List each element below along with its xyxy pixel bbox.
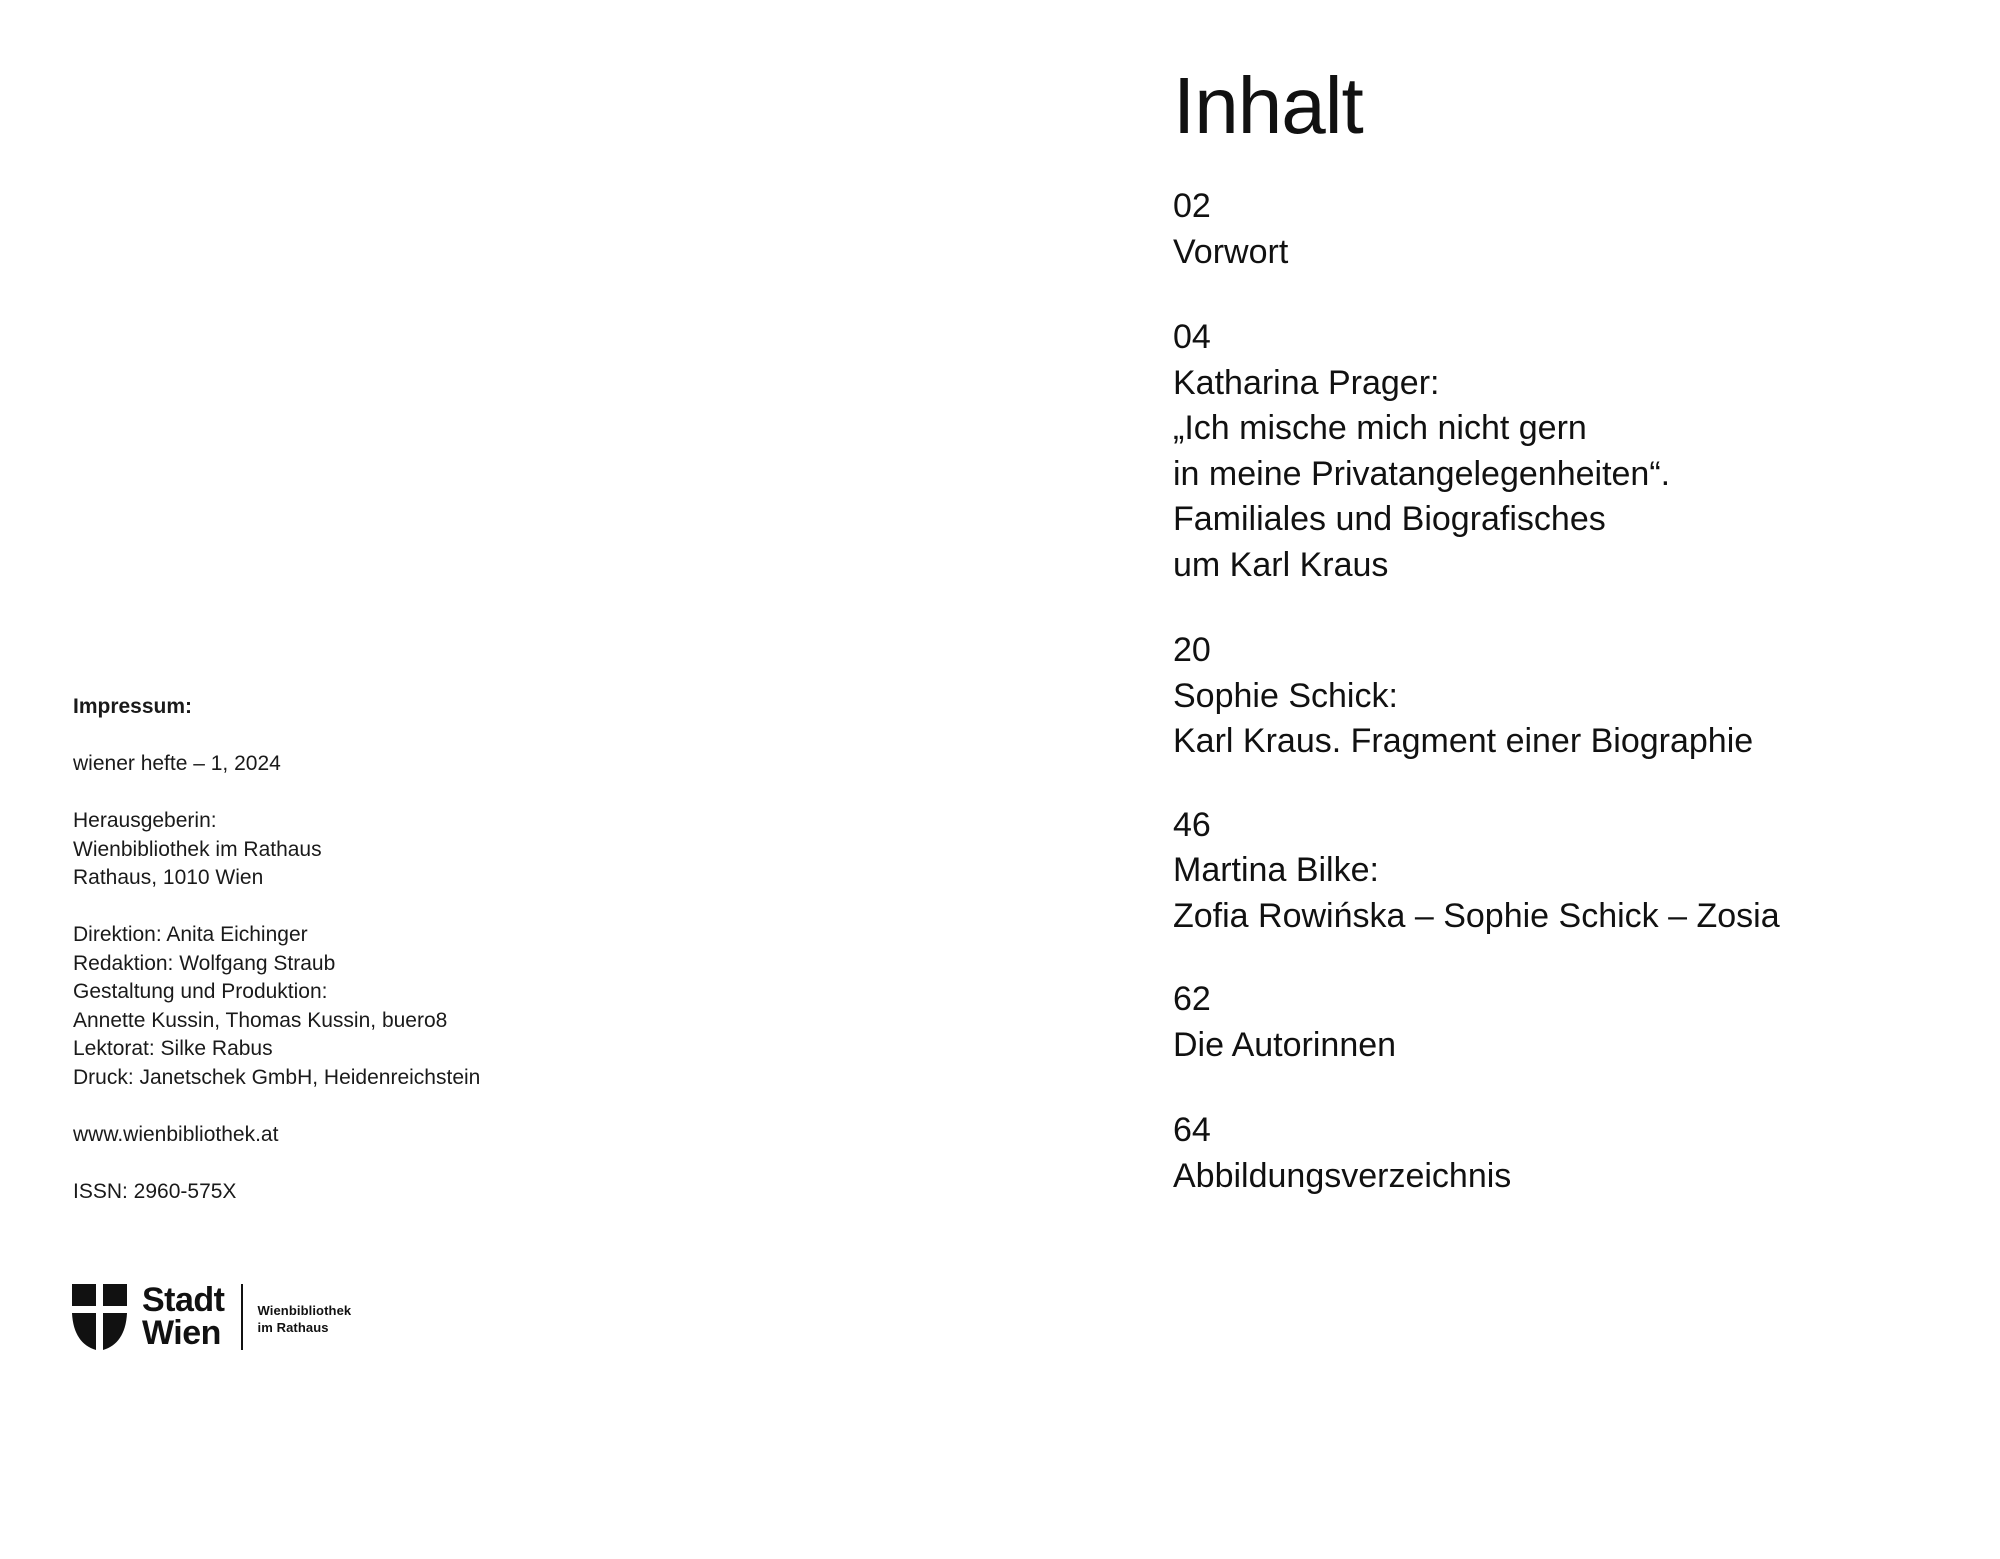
credit-line: Redaktion: Wolfgang Straub	[73, 951, 336, 975]
stadt-wien-shield-icon	[72, 1284, 127, 1350]
stadt-wien-logo	[72, 1282, 351, 1352]
toc-entry	[1173, 628, 1953, 765]
credit-line: Druck: Janetschek GmbH, Heidenreichstein	[73, 1065, 481, 1089]
logo-sub-line2: im Rathaus	[257, 1320, 329, 1335]
publisher-address: Rathaus, 1010 Wien	[73, 866, 264, 889]
toc-entry-line: Sophie Schick:	[1173, 676, 1398, 715]
issn-line: ISSN: 2960-575X	[73, 1179, 237, 1203]
toc-entry	[1173, 803, 1953, 940]
logo-sub-line1: Wienbibliothek	[257, 1303, 352, 1318]
toc-entry-line: Zofia Rowińska – Sophie Schick – Zosia	[1173, 896, 1780, 935]
toc-entry	[1173, 184, 1953, 275]
toc-entry-line: in meine Privatangelegenheiten“.	[1173, 454, 1671, 493]
publisher-name: Wienbibliothek im Rathaus	[73, 837, 322, 861]
toc-entry-line: um Karl Kraus	[1173, 545, 1389, 584]
impressum	[73, 693, 773, 1206]
website-link: www.wienbibliothek.at	[73, 1122, 279, 1146]
toc-entry-line: Martina Bilke:	[1173, 851, 1379, 889]
logo-subtitle	[258, 1298, 352, 1336]
toc-page-number: 02	[1173, 187, 1211, 225]
toc-page-number: 62	[1173, 980, 1211, 1018]
publisher-label: Herausgeberin:	[73, 809, 217, 832]
toc-entry	[1173, 1108, 1953, 1199]
toc-page-number: 46	[1173, 805, 1211, 844]
credit-line: Annette Kussin, Thomas Kussin, buero8	[73, 1008, 448, 1032]
toc-entry-line: Familiales und Biografisches	[1173, 500, 1606, 538]
toc-entry	[1173, 315, 1953, 588]
toc-entry-line: Katharina Prager:	[1173, 363, 1440, 402]
toc-page-number: 64	[1173, 1111, 1211, 1149]
toc-entry-line: „Ich mische mich nicht gern	[1173, 409, 1587, 447]
credit-line: Gestaltung und Produktion:	[73, 980, 328, 1003]
toc-page-number: 04	[1173, 318, 1211, 356]
toc-entry-line: Abbildungsverzeichnis	[1173, 1156, 1512, 1195]
credit-line: Direktion: Anita Eichinger	[73, 923, 308, 946]
logo-word-stadt: Stadt	[142, 1281, 225, 1319]
toc-entry-line: Karl Kraus. Fragment einer Biographie	[1173, 722, 1754, 760]
toc-entry	[1173, 977, 1953, 1068]
table-of-contents	[1173, 58, 1953, 1199]
toc-title: Inhalt	[1173, 61, 1363, 150]
issue-line: wiener hefte – 1, 2024	[73, 752, 281, 775]
toc-entry-line: Vorwort	[1173, 232, 1289, 271]
logo-wordmark	[142, 1281, 225, 1352]
impressum-heading: Impressum:	[73, 695, 193, 718]
toc-entry-line: Die Autorinnen	[1173, 1025, 1397, 1064]
credit-line: Lektorat: Silke Rabus	[73, 1037, 273, 1060]
logo-divider	[241, 1284, 243, 1350]
logo-word-wien: Wien	[142, 1314, 221, 1352]
toc-page-number: 20	[1173, 631, 1211, 669]
